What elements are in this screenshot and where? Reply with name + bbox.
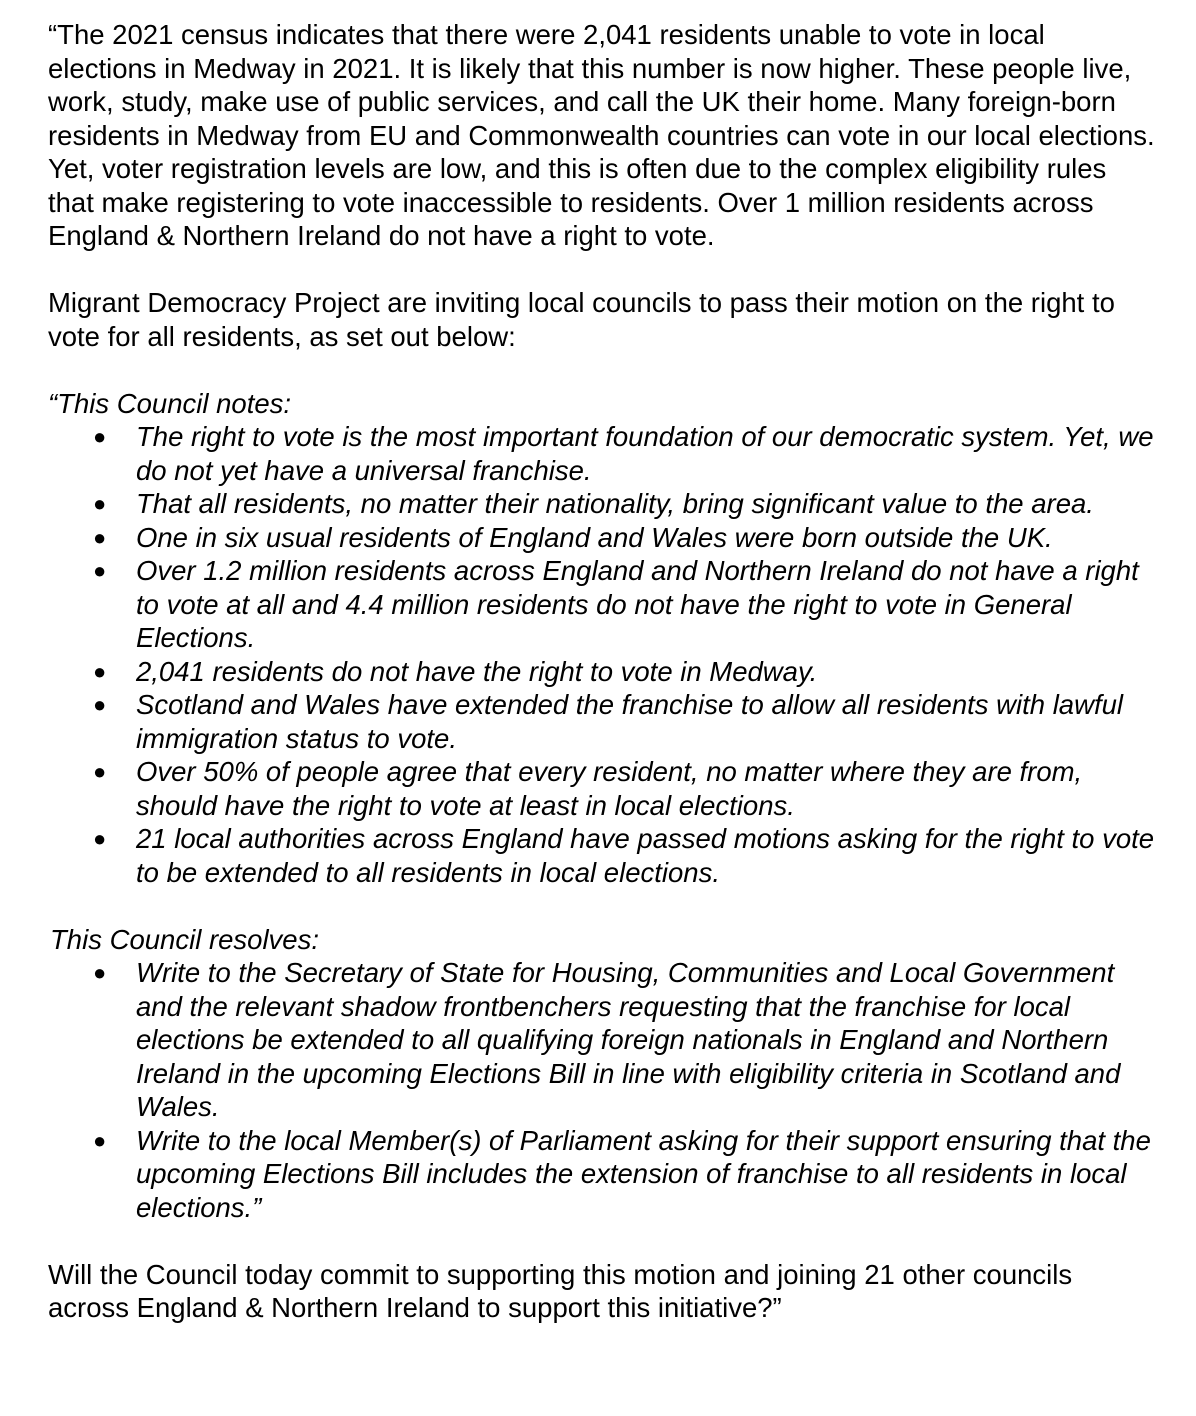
list-item-text: That all residents, no matter their nationality, bring significant value to the area. xyxy=(136,488,1094,519)
list-item-text: 21 local authorities across England have passed motions asking for the right to vote to be extended to all residents in local elections. xyxy=(136,823,1155,888)
closing-question: Will the Council today commit to supporting this motion and joining 21 other councils across England & Northern Ireland to support this initiative?” xyxy=(48,1258,1073,1323)
list-item xyxy=(48,822,1158,889)
council-notes-heading: “This Council notes: xyxy=(48,387,292,419)
list-item-text: Write to the Secretary of State for Housing, Communities and Local Government and the relevant shadow frontbenchers requesting that the franchise for local elections be extended to all qualifying foreign nationals in England and Northern Ireland in the upcoming Elections Bill in line with eligibility criteria in Scotland and Wales. xyxy=(136,957,1121,1122)
bullet-icon: ● xyxy=(93,960,107,985)
list-item xyxy=(48,1124,1158,1225)
list-item xyxy=(48,688,1158,755)
bullet-icon: ● xyxy=(93,692,107,717)
list-item-text: Over 1.2 million residents across England and Northern Ireland do not have a right to vote at all and 4.4 million residents do not have the right to vote in General Elections. xyxy=(136,555,1139,653)
bullet-icon: ● xyxy=(93,759,107,784)
list-item xyxy=(48,755,1158,822)
list-item xyxy=(48,655,1158,689)
bullet-icon: ● xyxy=(93,524,107,550)
list-item-text: 2,041 residents do not have the right to vote in Medway. xyxy=(136,655,818,687)
intro-paragraph: “The 2021 census indicates that there were 2,041 residents unable to vote in local elections in Medway in 2021. It is likely that this number is now higher. These people live, work, study, make use of public services, and call the UK their home. Many foreign-born residents in Medway from EU and Commonwealth countries can vote in our local elections. Yet, voter registration levels are low, and this is often due to the complex eligibility rules that make registering to vote inaccessible to residents. Over 1 million residents across England & Northern Ireland do not have a right to vote. xyxy=(48,19,1155,251)
list-item xyxy=(48,554,1158,655)
list-item xyxy=(48,420,1158,487)
list-item xyxy=(48,956,1158,1124)
spacer xyxy=(48,353,1158,387)
council-resolves-heading: This Council resolves: xyxy=(50,923,319,955)
bullet-icon: ● xyxy=(93,658,107,684)
spacer xyxy=(48,253,1158,287)
bullet-icon: ● xyxy=(93,491,107,516)
spacer xyxy=(48,1224,1158,1258)
list-item-text: Write to the local Member(s) of Parliament asking for their support ensuring that the upcoming Elections Bill includes the extension of franchise to all residents in local elections.” xyxy=(136,1124,1151,1223)
council-notes-list xyxy=(48,420,1158,889)
bullet-icon: ● xyxy=(93,424,107,449)
bullet-icon: ● xyxy=(93,1127,107,1153)
list-item-text: The right to vote is the most important foundation of our democratic system. Yet, we do not yet have a universal franchise. xyxy=(136,421,1154,486)
bullet-icon: ● xyxy=(93,826,107,851)
document-page xyxy=(48,18,1158,1325)
list-item xyxy=(48,521,1158,555)
council-resolves-list xyxy=(48,956,1158,1224)
invitation-paragraph: Migrant Democracy Project are inviting local councils to pass their motion on the right to vote for all residents, as set out below: xyxy=(48,287,1115,352)
list-item-text: Scotland and Wales have extended the franchise to allow all residents with lawful immigration status to vote. xyxy=(136,689,1124,754)
bullet-icon: ● xyxy=(93,558,107,583)
spacer xyxy=(48,889,1158,923)
list-item xyxy=(48,487,1158,521)
list-item-text: One in six usual residents of England and Wales were born outside the UK. xyxy=(136,521,1053,553)
list-item-text: Over 50% of people agree that every resident, no matter where they are from, should have the right to vote at least in local elections. xyxy=(136,756,1083,821)
